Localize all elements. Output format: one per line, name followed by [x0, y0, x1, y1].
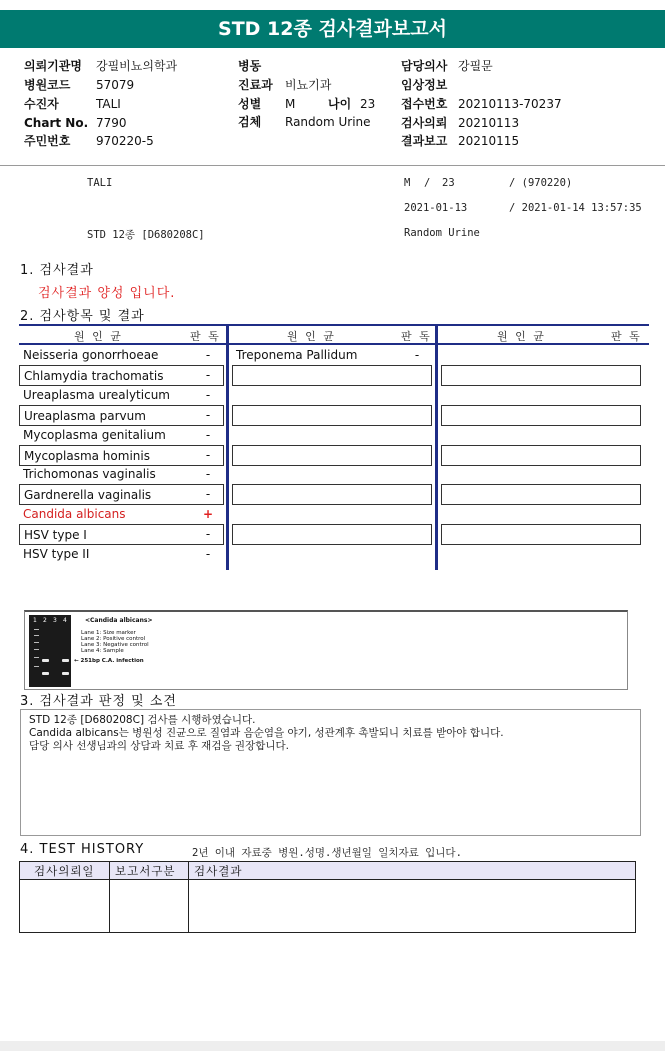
col2-header-organism: 원 인 균 — [287, 330, 336, 343]
gel-lane-1: 1 — [33, 617, 37, 624]
col2-header-result: 판 독 — [401, 330, 432, 343]
history-divider-1 — [109, 862, 110, 932]
report-date-value: 20210115 — [458, 134, 520, 148]
empty-result-cell — [232, 445, 432, 466]
empty-result-cell — [232, 405, 432, 426]
organism-name: Mycoplasma hominis — [19, 445, 224, 466]
age-value: 23 — [360, 97, 376, 111]
section3-title: 3. 검사결과 판정 및 소견 — [20, 694, 177, 709]
col1-header-result: 판 독 — [190, 330, 221, 343]
meta-sex: M — [404, 177, 411, 189]
empty-result-cell — [441, 365, 641, 386]
result-summary: 검사결과 양성 입니다. — [38, 286, 176, 301]
history-table-header — [20, 862, 635, 880]
gel-positive-band — [42, 659, 49, 662]
receipt-no-value: 20210113-70237 — [458, 97, 562, 111]
gel-ladder-band — [34, 649, 39, 650]
age-label: 나이 — [328, 97, 352, 111]
report-title: STD 12종 검사결과보고서 — [0, 10, 665, 48]
organism-name: Chlamydia trachomatis — [19, 365, 224, 386]
section2-title: 2. 검사항목 및 결과 — [20, 309, 145, 324]
page-footer-band — [0, 1041, 665, 1051]
patient-label: 수진자 — [24, 97, 59, 111]
resident-no-value: 970220-5 — [96, 134, 154, 148]
table-top-line — [19, 324, 649, 326]
sex-value: M — [285, 97, 296, 111]
gel-sample-band — [62, 659, 69, 662]
empty-result-cell — [232, 484, 432, 505]
meta-birth: / (970220) — [509, 177, 573, 189]
history-col-result: 검사결과 — [194, 864, 243, 878]
organism-name: Trichomonas vaginalis — [23, 467, 156, 481]
doctor-value: 강필문 — [458, 59, 493, 73]
chart-no-label: Chart No. — [24, 116, 89, 130]
empty-result-cell — [232, 524, 432, 545]
organism-name: Mycoplasma genitalium — [23, 428, 166, 442]
section1-title: 1. 검사결과 — [20, 263, 94, 278]
organism-result: - — [205, 467, 211, 481]
request-date-value: 20210113 — [458, 116, 520, 130]
report-header — [0, 50, 665, 166]
department-label: 진료과 — [238, 78, 273, 92]
history-col-report-type: 보고서구분 — [115, 864, 176, 878]
col1-header-organism: 원 인 균 — [74, 330, 123, 343]
gel-ladder-band — [34, 657, 39, 658]
organism-result: - — [205, 388, 211, 402]
hospital-code-label: 병원코드 — [24, 78, 71, 92]
col3-header-result: 판 독 — [611, 330, 642, 343]
gel-lane-4: 4 — [63, 617, 67, 624]
empty-result-cell — [232, 365, 432, 386]
organism-name: HSV type II — [23, 547, 90, 561]
gel-annotation: ← 251bp C.A. infection — [74, 658, 144, 664]
organism-name: Candida albicans — [23, 507, 126, 521]
col2-result-0: - — [414, 348, 420, 362]
organism-name: Ureaplasma urealyticum — [23, 388, 170, 402]
meta-specimen: Random Urine — [404, 227, 480, 239]
sex-label: 성별 — [238, 97, 262, 111]
meta-patient: TALI — [87, 177, 113, 189]
history-note: 2년 이내 자료중 병원.성명.생년월일 일치자료 입니다. — [192, 847, 462, 859]
request-date-label: 검사의뢰 — [401, 116, 448, 130]
gel-ladder-band — [34, 635, 39, 636]
opinion-line-3: 담당 의사 선생님과의 상담과 치료 후 재검을 권장합니다. — [29, 740, 289, 752]
meta-slash: / — [424, 177, 431, 189]
hospital-code-value: 57079 — [96, 78, 135, 92]
gel-image-panel — [24, 610, 628, 690]
organism-name: HSV type I — [19, 524, 224, 545]
organism-name: Neisseria gonorrhoeae — [23, 348, 159, 362]
column-divider-1 — [226, 326, 229, 570]
gel-positive-band — [42, 672, 49, 675]
opinion-line-1: STD 12종 [D680208C] 검사를 시행하였습니다. — [29, 714, 256, 726]
gel-title: <Candida albicans> — [85, 617, 153, 624]
gel-ladder-band — [34, 642, 39, 643]
clinical-info-label: 임상정보 — [401, 78, 448, 92]
specimen-label: 검체 — [238, 115, 262, 129]
gel-lane-2: 2 — [43, 617, 47, 624]
organism-name: Ureaplasma parvum — [19, 405, 224, 426]
resident-no-label: 주민번호 — [24, 134, 71, 148]
gel-electrophoresis-image — [29, 615, 71, 687]
opinion-line-2: Candida albicans는 병원성 진균으로 질염과 음순염을 야기, 성관계후 촉발되니 치료를 받아야 합니다. — [29, 727, 504, 739]
patient-value: TALI — [96, 97, 121, 111]
organism-result: - — [205, 487, 211, 501]
col3-header-organism: 원 인 균 — [497, 330, 546, 343]
specimen-value: Random Urine — [285, 115, 371, 129]
organism-result: - — [205, 547, 211, 561]
chart-no-value: 7790 — [96, 116, 127, 130]
column-divider-2 — [435, 326, 438, 570]
gel-legend-2: Lane 2: Positive control — [81, 636, 146, 642]
empty-result-cell — [441, 445, 641, 466]
col2-organism-0: Treponema Pallidum — [236, 348, 358, 362]
receipt-no-label: 접수번호 — [401, 97, 448, 111]
organism-result: - — [205, 408, 211, 422]
organism-result: - — [205, 428, 211, 442]
empty-result-cell — [441, 405, 641, 426]
meta-age: 23 — [442, 177, 455, 189]
history-col-request-date: 검사의뢰일 — [34, 864, 95, 878]
organism-result: - — [205, 527, 211, 541]
organism-result: - — [205, 448, 211, 462]
department-value: 비뇨기과 — [285, 78, 332, 92]
report-date-label: 결과보고 — [401, 134, 448, 148]
history-table — [19, 861, 636, 933]
gel-ladder-band — [34, 666, 39, 667]
hospital-name-value: 강필비뇨의학과 — [96, 59, 178, 73]
history-divider-2 — [188, 862, 189, 932]
organism-name: Gardnerella vaginalis — [19, 484, 224, 505]
doctor-label: 담당의사 — [401, 59, 448, 73]
gel-sample-band — [62, 672, 69, 675]
gel-legend-3: Lane 3: Negative control — [81, 642, 149, 648]
meta-date2: / 2021-01-14 13:57:35 — [509, 202, 642, 214]
section4-title: 4. TEST HISTORY — [20, 842, 145, 857]
organism-result: + — [202, 507, 214, 521]
organism-result: - — [205, 348, 211, 362]
meta-test-code: STD 12종 [D680208C] — [87, 229, 205, 241]
organism-result: - — [205, 368, 211, 382]
empty-result-cell — [441, 524, 641, 545]
opinion-box — [20, 709, 641, 836]
hospital-name-label: 의뢰기관명 — [24, 59, 82, 73]
gel-legend-4: Lane 4: Sample — [81, 648, 124, 654]
empty-result-cell — [441, 484, 641, 505]
gel-legend-1: Lane 1: Size marker — [81, 630, 136, 636]
meta-date1: 2021-01-13 — [404, 202, 468, 214]
ward-label: 병동 — [238, 59, 262, 73]
gel-lane-3: 3 — [53, 617, 57, 624]
gel-ladder-band — [34, 629, 39, 630]
